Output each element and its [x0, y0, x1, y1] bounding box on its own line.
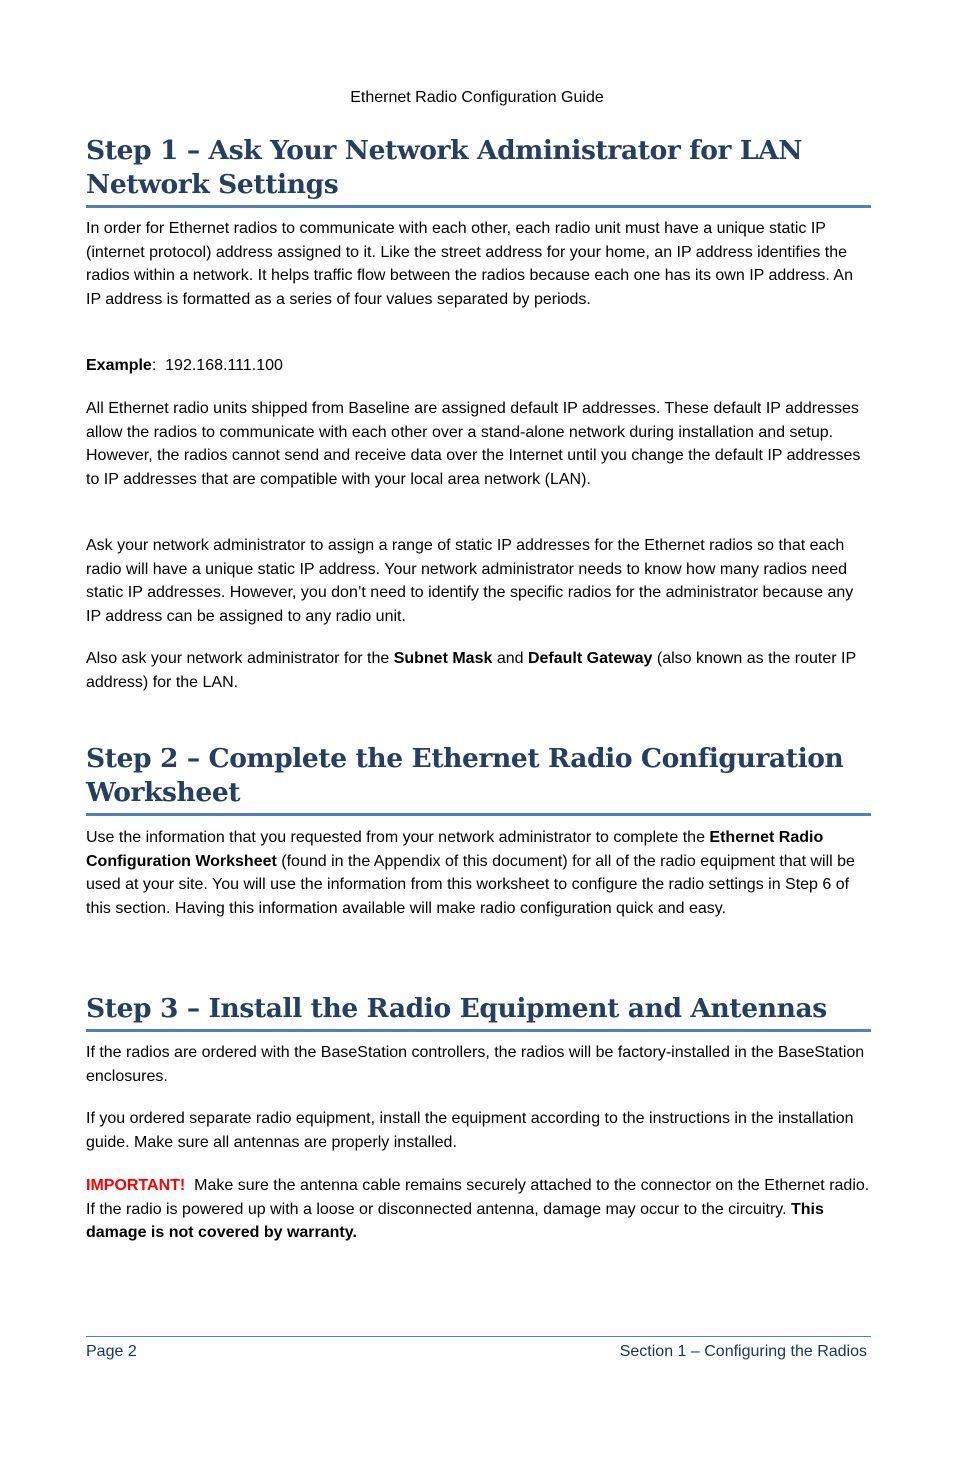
- step1-paragraph-1: In order for Ethernet radios to communicate with each other, each radio unit must have a unique static IP (internet protocol) address assigned to it. Like the street address for your home, an IP address identifies the radios within a network. It helps traffic flow between the radios because each one has its own IP address. An IP address is formatted as a series of four values separated by periods.: [86, 220, 853, 308]
- step2-paragraph-1: [86, 826, 871, 920]
- example-label: Example: [86, 357, 152, 374]
- worksheet-term: Ethernet Radio Configuration Worksheet: [86, 829, 824, 870]
- step1-paragraph-4: [86, 647, 871, 694]
- important-label: IMPORTANT!: [86, 1177, 186, 1194]
- example-separator: :: [151, 357, 166, 374]
- page-number: Page 2: [86, 1343, 137, 1360]
- step1-paragraph-2: All Ethernet radio units shipped from Baseline are assigned default IP addresses. These default IP addresses allow the radios to communicate with each other over a stand-alone network during installation and setup. However, the radios cannot send and receive data over the Internet until you change the default IP addresses to IP addresses that are compatible with your local area network (LAN).: [86, 400, 861, 488]
- text-run: Make sure the antenna cable remains securely attached to the connector on the Ethernet radio. If the radio is powered up with a loose or disconnected antenna, damage may occur to the circuitry.: [86, 1177, 874, 1218]
- default-gateway-term: Default Gateway: [527, 650, 653, 667]
- page-header: Ethernet Radio Configuration Guide: [350, 89, 604, 106]
- step1-heading: Step 1 – Ask Your Network Administrator for LAN Network Settings: [86, 134, 871, 208]
- text-run: (also known as the router IP address) for the LAN.: [86, 650, 856, 691]
- step2-heading: Step 2 – Complete the Ethernet Radio Configuration Worksheet: [86, 742, 871, 816]
- text-run: Use the information that you requested from your network administrator to complete the: [86, 829, 710, 846]
- footer-divider: [86, 1336, 871, 1337]
- ip-example: [86, 354, 871, 378]
- step3-paragraph-2: If you ordered separate radio equipment, install the equipment according to the instructions in the installation guide. Make sure all antennas are properly installed.: [86, 1110, 854, 1151]
- example-value: 192.168.111.100: [165, 357, 283, 374]
- step3-heading: Step 3 – Install the Radio Equipment and Antennas: [86, 992, 871, 1032]
- step1-paragraph-3: Ask your network administrator to assign a range of static IP addresses for the Ethernet radios so that each radio will have a unique static IP address. Your network administrator needs to know how many radios need static IP addresses. However, you don’t need to identify the specific radios for the administrator because any IP address can be assigned to any radio unit.: [86, 537, 854, 625]
- text-run: (found in the Appendix of this document) for all of the radio equipment that will be used at your site. You will use the information from this worksheet to configure the radio settings in Step 6 of this section. Having this information available will make radio configuration quick and easy.: [86, 852, 855, 917]
- step3-paragraph-1: If the radios are ordered with the BaseStation controllers, the radios will be factory-installed in the BaseStation enclosures.: [86, 1044, 865, 1085]
- text-run: Also ask your network administrator for the: [86, 650, 394, 667]
- text-run: and: [492, 650, 528, 667]
- warranty-warning: This damage is not covered by warranty.: [86, 1200, 824, 1241]
- subnet-mask-term: Subnet Mask: [393, 650, 493, 667]
- section-title: Section 1 – Configuring the Radios: [619, 1343, 867, 1360]
- important-note: [86, 1174, 874, 1245]
